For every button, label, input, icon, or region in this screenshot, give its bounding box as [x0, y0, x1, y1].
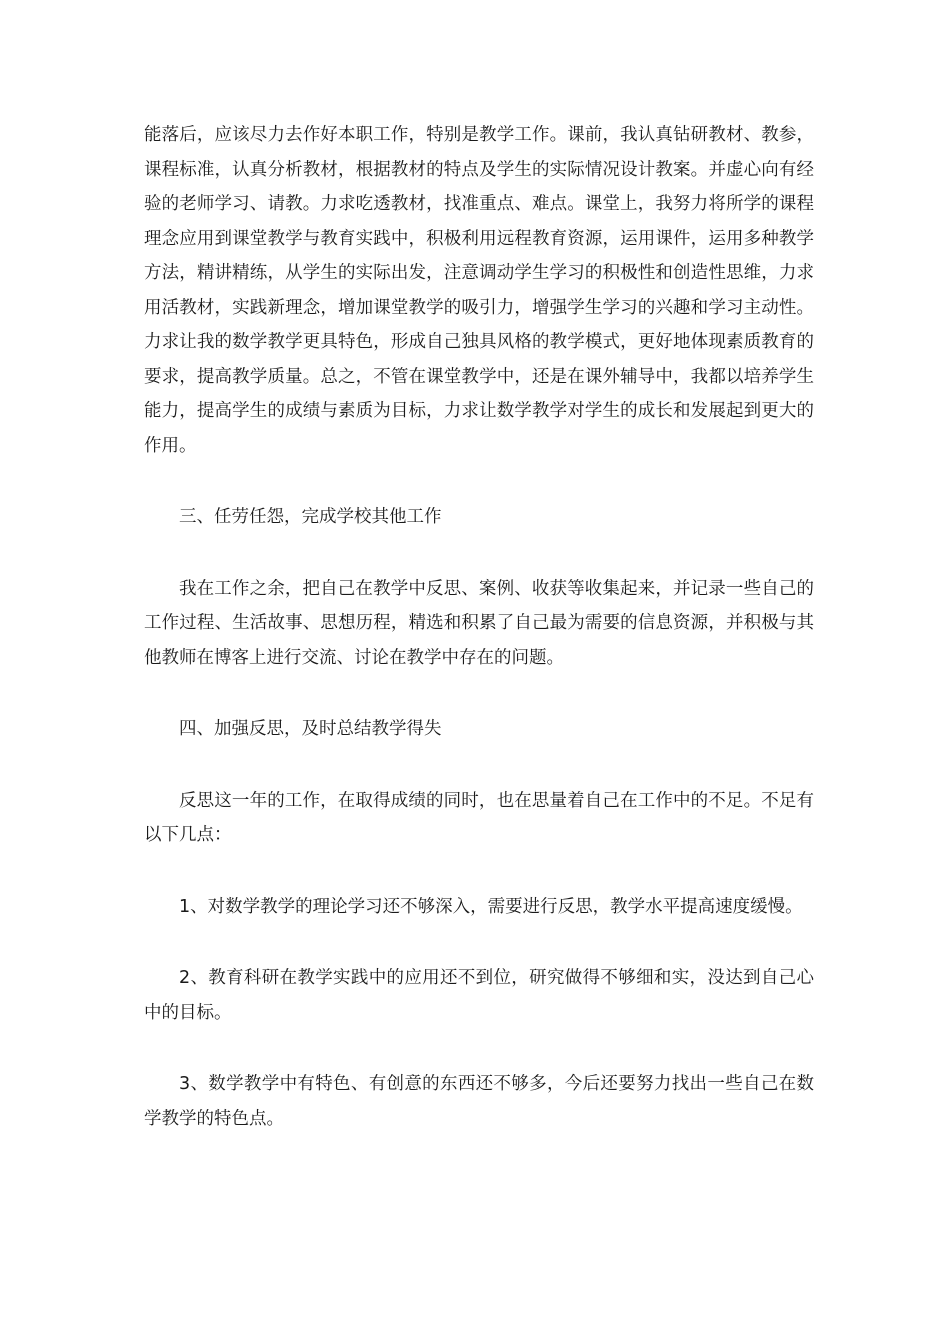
- heading-section-four: 四、加强反思，及时总结教学得失: [179, 719, 442, 739]
- list-item-shortcoming-3: 3、数学教学中有特色、有创意的东西还不够多，今后还要努力找出一些自己在数学教学的特色点。: [144, 1074, 814, 1129]
- paragraph-other-work: 我在工作之余，把自己在教学中反思、案例、收获等收集起来，并记录一些自己的工作过程、生活故事、思想历程，精选和积累了自己最为需要的信息资源，并积极与其他教师在博客上进行交流、讨论在教学中存在的问题。: [144, 578, 814, 668]
- paragraph-reflection: 反思这一年的工作，在取得成绩的同时，也在思量着自己在工作中的不足。不足有以下几点：: [144, 790, 814, 845]
- paragraph-teaching-work: 能落后，应该尽力去作好本职工作，特别是教学工作。课前，我认真钻研教材、教参，课程标准，认真分析教材，根据教材的特点及学生的实际情况设计教案。并虚心向有经验的老师学习、请教。力求吃透教材，找准重点、难点。课堂上，我努力将所学的课程理念应用到课堂教学与教育实践中，积极利用远程教育资源，运用课件，运用多种教学方法，精讲精练，从学生的实际出发，注意调动学生学习的积极性和创造性思维，力求用活教材，实践新理念，增加课堂教学的吸引力，增强学生学习的兴趣和学习主动性。力求让我的数学教学更具特色，形成自己独具风格的教学模式，更好地体现素质教育的要求，提高教学质量。总之，不管在课堂教学中，还是在课外辅导中，我都以培养学生能力，提高学生的成绩与素质为目标，力求让数学教学对学生的成长和发展起到更大的作用。: [144, 125, 814, 456]
- heading-section-three: 三、任劳任怨，完成学校其他工作: [179, 507, 442, 527]
- document-body: [144, 118, 814, 1136]
- list-item-shortcoming-1: 1、对数学教学的理论学习还不够深入，需要进行反思，教学水平提高速度缓慢。: [179, 896, 803, 917]
- list-item-shortcoming-2: 2、教育科研在教学实践中的应用还不到位，研究做得不够细和实，没达到自己心中的目标。: [144, 968, 814, 1023]
